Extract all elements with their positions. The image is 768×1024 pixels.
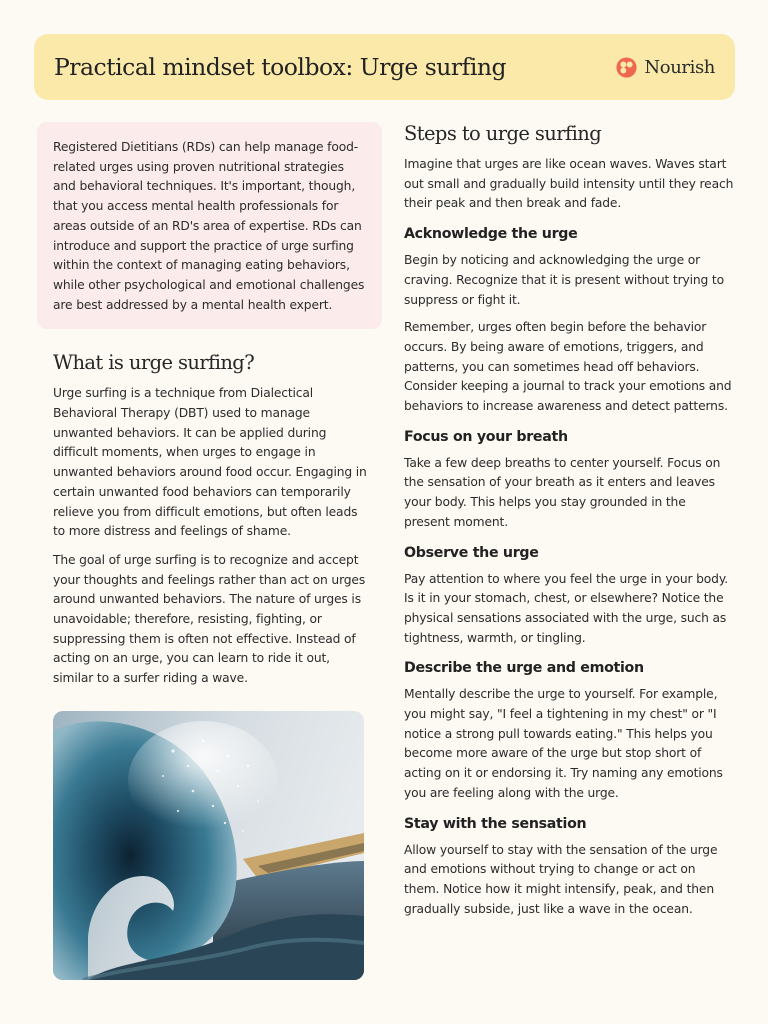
step-paragraph: Begin by noticing and acknowledging the urge or craving. Recognize that it is present without trying to suppress or fight it. <box>404 253 724 307</box>
step-paragraph: Allow yourself to stay with the sensation of the urge and emotions without trying to change or act on them. Notice how it might intensify, peak, and then gradually subside, just like a wave in the ocean. <box>404 842 718 916</box>
disclaimer-callout <box>37 122 382 329</box>
what-is-title: What is urge surfing? <box>53 351 255 375</box>
nourish-logo-icon <box>616 57 637 78</box>
step-heading: Observe the urge <box>404 544 539 561</box>
what-paragraph: Urge surfing is a technique from Dialectical Behavioral Therapy (DBT) used to manage unwanted behaviors. It can be applied during difficult moments, when urges to engage in unwanted behaviors around food occur. Engaging in certain unwanted food behaviors can temporarily relieve you from difficult emotions, but often leads to more distress and feelings of shame. <box>53 386 367 539</box>
steps-title: Steps to urge surfing <box>404 122 602 145</box>
step-paragraph: Remember, urges often begin before the behavior occurs. By being aware of emotions, triggers, and patterns, you can sometimes head off behaviors. Consider keeping a journal to track your emotions and behaviors to increase awareness and detect patterns. <box>404 320 732 414</box>
disclaimer-text: Registered Dietitians (RDs) can help manage food-related urges using proven nutritional strategies and behavioral techniques. It's important, though, that you access mental health professionals for areas outside of an RD's area of expertise. RDs can introduce and support the practice of urge surfing within the context of managing eating behaviors, while other psychological and emotional challenges are best addressed by a mental health expert. <box>53 140 365 312</box>
step-heading: Acknowledge the urge <box>404 226 578 243</box>
brand <box>616 57 715 78</box>
brand-name: Nourish <box>644 56 715 78</box>
header-banner <box>34 34 735 100</box>
steps-intro: Imagine that urges are like ocean waves. Waves start out small and gradually build intensity until they reach their peak and then break and fade. <box>404 157 734 211</box>
ocean-wave-photo <box>53 711 364 980</box>
what-paragraph: The goal of urge surfing is to recognize and accept your thoughts and feelings rather than act on urges around unwanted behaviors. The nature of urges is unavoidable; therefore, resisting, fighting, or suppressing them is often not effective. Instead of acting on an urge, you can learn to ride it out, similar to a surfer riding a wave. <box>53 552 366 686</box>
step-heading: Describe the urge and emotion <box>404 660 644 677</box>
step-paragraph: Pay attention to where you feel the urge in your body. Is it in your stomach, chest, or elsewhere? Notice the physical sensations associated with the urge, such as tightness, warmth, or tingling. <box>404 571 728 645</box>
step-paragraph: Mentally describe the urge to yourself. For example, you might say, "I feel a tightening in my chest" or "I notice a strong pull towards eating." This helps you become more aware of the urge but stop short of acting on it or endorsing it. Try naming any emotions you are feeling along with the urge. <box>404 687 723 800</box>
step-paragraph: Take a few deep breaths to center yourself. Focus on the sensation of your breath as it enters and leaves your body. This helps you stay grounded in the present moment. <box>404 455 721 529</box>
step-heading: Stay with the sensation <box>404 815 587 832</box>
left-column <box>37 122 382 980</box>
page-title: Practical mindset toolbox: Urge surfing <box>54 53 507 81</box>
right-column <box>404 122 734 927</box>
step-heading: Focus on your breath <box>404 428 568 445</box>
